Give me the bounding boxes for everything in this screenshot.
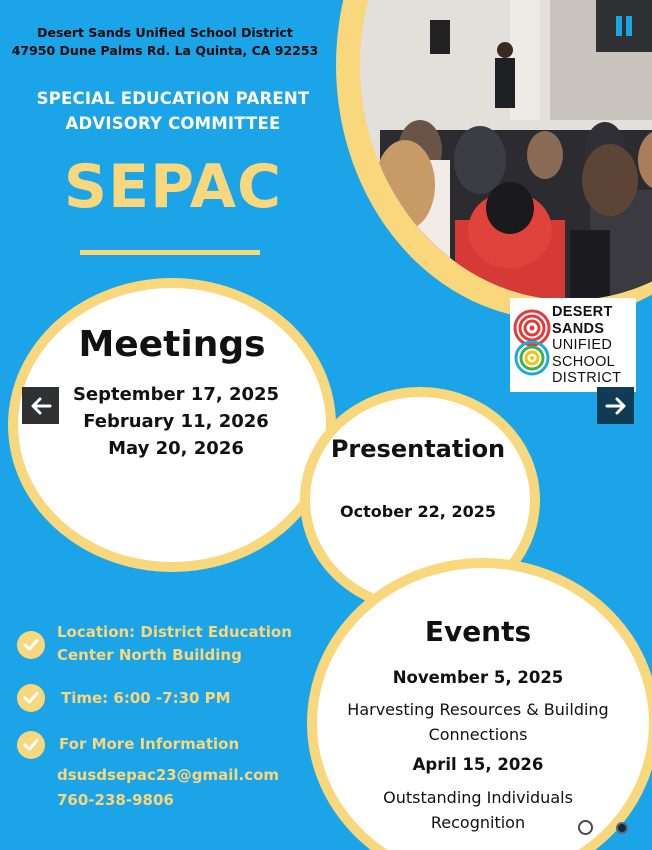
district-address: 47950 Dune Palms Rd. La Quinta, CA 92253 [11, 43, 319, 58]
committee-name [0, 86, 346, 136]
pause-button[interactable] [596, 0, 652, 52]
district-name: Desert Sands Unified School District [37, 25, 293, 40]
pause-icon [614, 16, 634, 36]
logo-rings-icon [512, 306, 552, 384]
committee-line-2: ADVISORY COMMITTEE [65, 114, 281, 133]
meetings-title: Meetings [78, 324, 266, 365]
time-info: Time: 6:00 -7:30 PM [61, 689, 231, 707]
contact-phone[interactable]: 760-238-9806 [57, 791, 174, 809]
logo-wordmark: DESERT SANDS UNIFIED SCHOOL DISTRICT [552, 304, 622, 386]
arrow-right-icon [605, 397, 627, 415]
event-description: Outstanding Individuals Recognition [383, 788, 573, 832]
previous-slide-button[interactable] [22, 387, 59, 424]
district-header [0, 24, 330, 60]
meeting-date: February 11, 2026 [83, 411, 269, 432]
presentation-date: October 22, 2025 [340, 502, 496, 521]
slide-indicator-1[interactable] [578, 820, 593, 835]
committee-line-1: SPECIAL EDUCATION PARENT [36, 89, 310, 108]
meeting-date: May 20, 2026 [108, 438, 244, 459]
events-title: Events [424, 615, 532, 648]
slide-indicator-2[interactable] [616, 822, 628, 834]
divider [80, 250, 260, 255]
next-slide-button[interactable] [597, 387, 634, 424]
checkmark-icon [17, 731, 45, 759]
district-logo [510, 298, 636, 392]
checkmark-icon [17, 631, 45, 659]
event-description: Harvesting Resources & Building Connections [347, 700, 609, 744]
presentation-title: Presentation [330, 435, 506, 463]
checkmark-icon [17, 684, 45, 712]
event-date: April 15, 2026 [412, 755, 544, 774]
meeting-date: September 17, 2025 [72, 384, 280, 405]
contact-email[interactable]: dsusdsepac23@gmail.com [57, 766, 280, 784]
location-info: Location: District Education Center North Building [57, 623, 292, 664]
acronym-title: SEPAC [63, 152, 283, 222]
event-date: November 5, 2025 [392, 668, 564, 687]
more-info-heading: For More Information [59, 735, 240, 753]
arrow-left-icon [30, 397, 52, 415]
